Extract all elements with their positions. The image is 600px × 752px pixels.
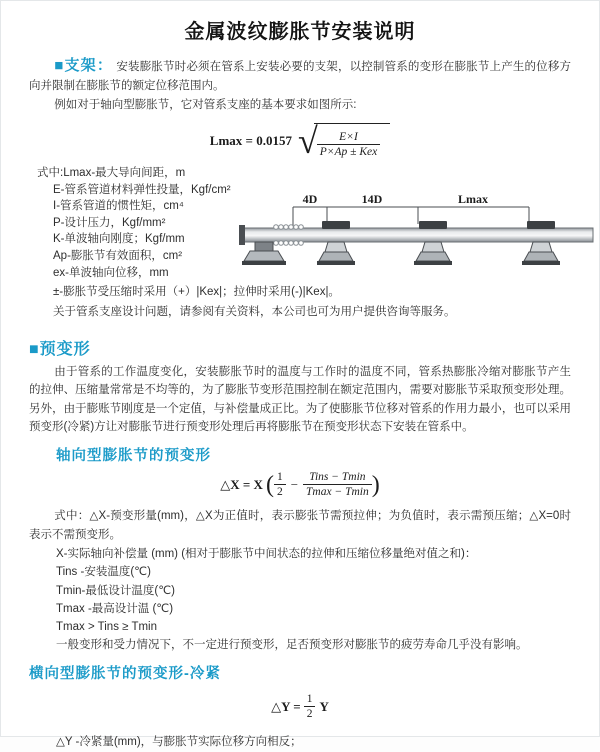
pipe-support (414, 221, 452, 265)
axial-formula (1, 471, 599, 499)
lateral-formula-rhs: Y (319, 699, 329, 715)
definition-item: K-单波轴向刚度；Kgf/mm (53, 233, 185, 246)
definitions-and-diagram (37, 165, 599, 283)
axial-item: Tmax > Tins ≥ Tmin (56, 621, 157, 633)
dim-label-lmax: Lmax (458, 192, 488, 206)
axial-formula-lhs: △X = X (220, 477, 263, 493)
half-fraction (304, 693, 316, 721)
support-intro-paragraph (29, 56, 571, 96)
left-paren: ( (265, 472, 274, 499)
minus-sign: − (290, 477, 299, 493)
definition-item: E-管系管道材料弹性投量，Kgf/cm² (53, 183, 231, 196)
pipe (241, 228, 593, 242)
fraction-numerator: E×I (339, 131, 358, 143)
temp-fraction (303, 471, 372, 499)
half-numerator: 1 (276, 471, 283, 484)
pipe-support-diagram (239, 191, 595, 287)
support-note: 关于管系支座设计问题，请参阅有关资料，本公司也可为用户提供咨询等服务。 (53, 306, 456, 318)
section-support-heading: ■支架： (54, 57, 114, 74)
pipe-support (317, 221, 355, 265)
right-paren: ) (371, 472, 380, 499)
dim-label-14d: 14D (361, 192, 383, 206)
axial-items-list (29, 545, 571, 654)
lateral-desc: △Y -冷紧量(mm)，与膨胀节实际位移方向相反； (56, 736, 302, 749)
half-numerator: 1 (306, 693, 313, 706)
lmax-fraction (317, 131, 381, 159)
pipe-end-cap (239, 225, 245, 245)
support-intro-text: 安装膨胀节时必须在管系上安装必要的支架，以控制管系的变形在膨胀节上产生的位移方向并限制在膨胀节的额定位移范围内。 (29, 61, 572, 92)
axial-preform-heading: 轴向型膨胀节的预变形 (56, 448, 211, 465)
axial-item: 一般变形和受力情况下，不一定进行预变形，足否预变形对膨胀节的疲劳寿命几乎没有影响。 (56, 639, 528, 652)
temp-denominator: Tmax − Tmin (303, 484, 372, 499)
definition-item: I-管系管道的惯性矩，cm⁴ (53, 200, 184, 213)
support-example-paragraph: 例如对于轴向型膨胀节，它对管系支座的基本要求如图所示: (54, 99, 357, 111)
axial-item: Tmax -最高设计温 (℃) (56, 602, 174, 615)
section-preform-heading: ■预变形 (29, 341, 91, 358)
temp-numerator: Tins − Tmin (309, 471, 366, 484)
half-fraction (274, 471, 286, 499)
dim-label-4d: 4D (302, 192, 318, 206)
half-denominator: 2 (304, 706, 316, 721)
pipe-support (522, 221, 560, 265)
axial-item: X-实际轴向补偿量 (mm) (相对于膨胀节中间状态的拉伸和压缩位移量绝对值之和)： (56, 548, 477, 561)
radical-sign: √ (297, 121, 318, 161)
half-denominator: 2 (274, 484, 286, 499)
axial-item: Tins -安装温度(℃) (56, 566, 151, 579)
page-title: 金属波纹膨胀节安装说明 (184, 21, 416, 43)
definition-item: ex-单波轴向位移，mm (53, 266, 169, 279)
definition-item: Ap-膨胀节有效面积，cm² (53, 249, 183, 262)
definition-item: ±-膨胀节受压缩时采用（+）|Kex|；拉伸时采用(-)|Kex|。 (53, 286, 340, 298)
radicand-box (314, 123, 391, 159)
pipe-support (242, 242, 286, 265)
definition-item: 式中:Lmax-最大导向间距，m (37, 167, 186, 179)
preform-body-paragraph: 由于管系的工作温度变化，安装膨胀节时的温度与工作时的温度不同，管系热膨胀冷缩对膨胀节产生的拉伸、压缩量常常是不均等的，为了膨胀节变形范围控制在额定范围内，需要对膨胀节采取预变形处理。另外，由于膨账节刚度是一个定值，与补偿量成正比。为了使膨胀节位移对管系的作用力最小，也可以采用预变形(冷紧)方让对膨胀节进行预变形处理后再将膨胀节在预变形状态下安装在管系中。 (29, 366, 571, 433)
lateral-preform-heading: 横向型膨胀节的预变形-冷紧 (29, 666, 221, 683)
fraction-denominator: P×Ap ± Kex (317, 144, 381, 159)
lateral-formula (1, 693, 599, 721)
axial-item: Tmin-最低设计温度(℃) (56, 584, 175, 597)
definition-item: P-设计压力，Kgf/mm² (53, 216, 166, 229)
lmax-formula-lhs: Lmax = 0.0157 (209, 133, 292, 148)
lateral-formula-lhs: △Y = (271, 699, 301, 715)
axial-desc-paragraph: 式中：△X-预变形量(mm)，△X为正值时，表示膨张节需预拉伸；为负值时，表示需预压缩；△X=0时表示不需预变形。 (29, 510, 571, 542)
lmax-formula (1, 123, 599, 159)
